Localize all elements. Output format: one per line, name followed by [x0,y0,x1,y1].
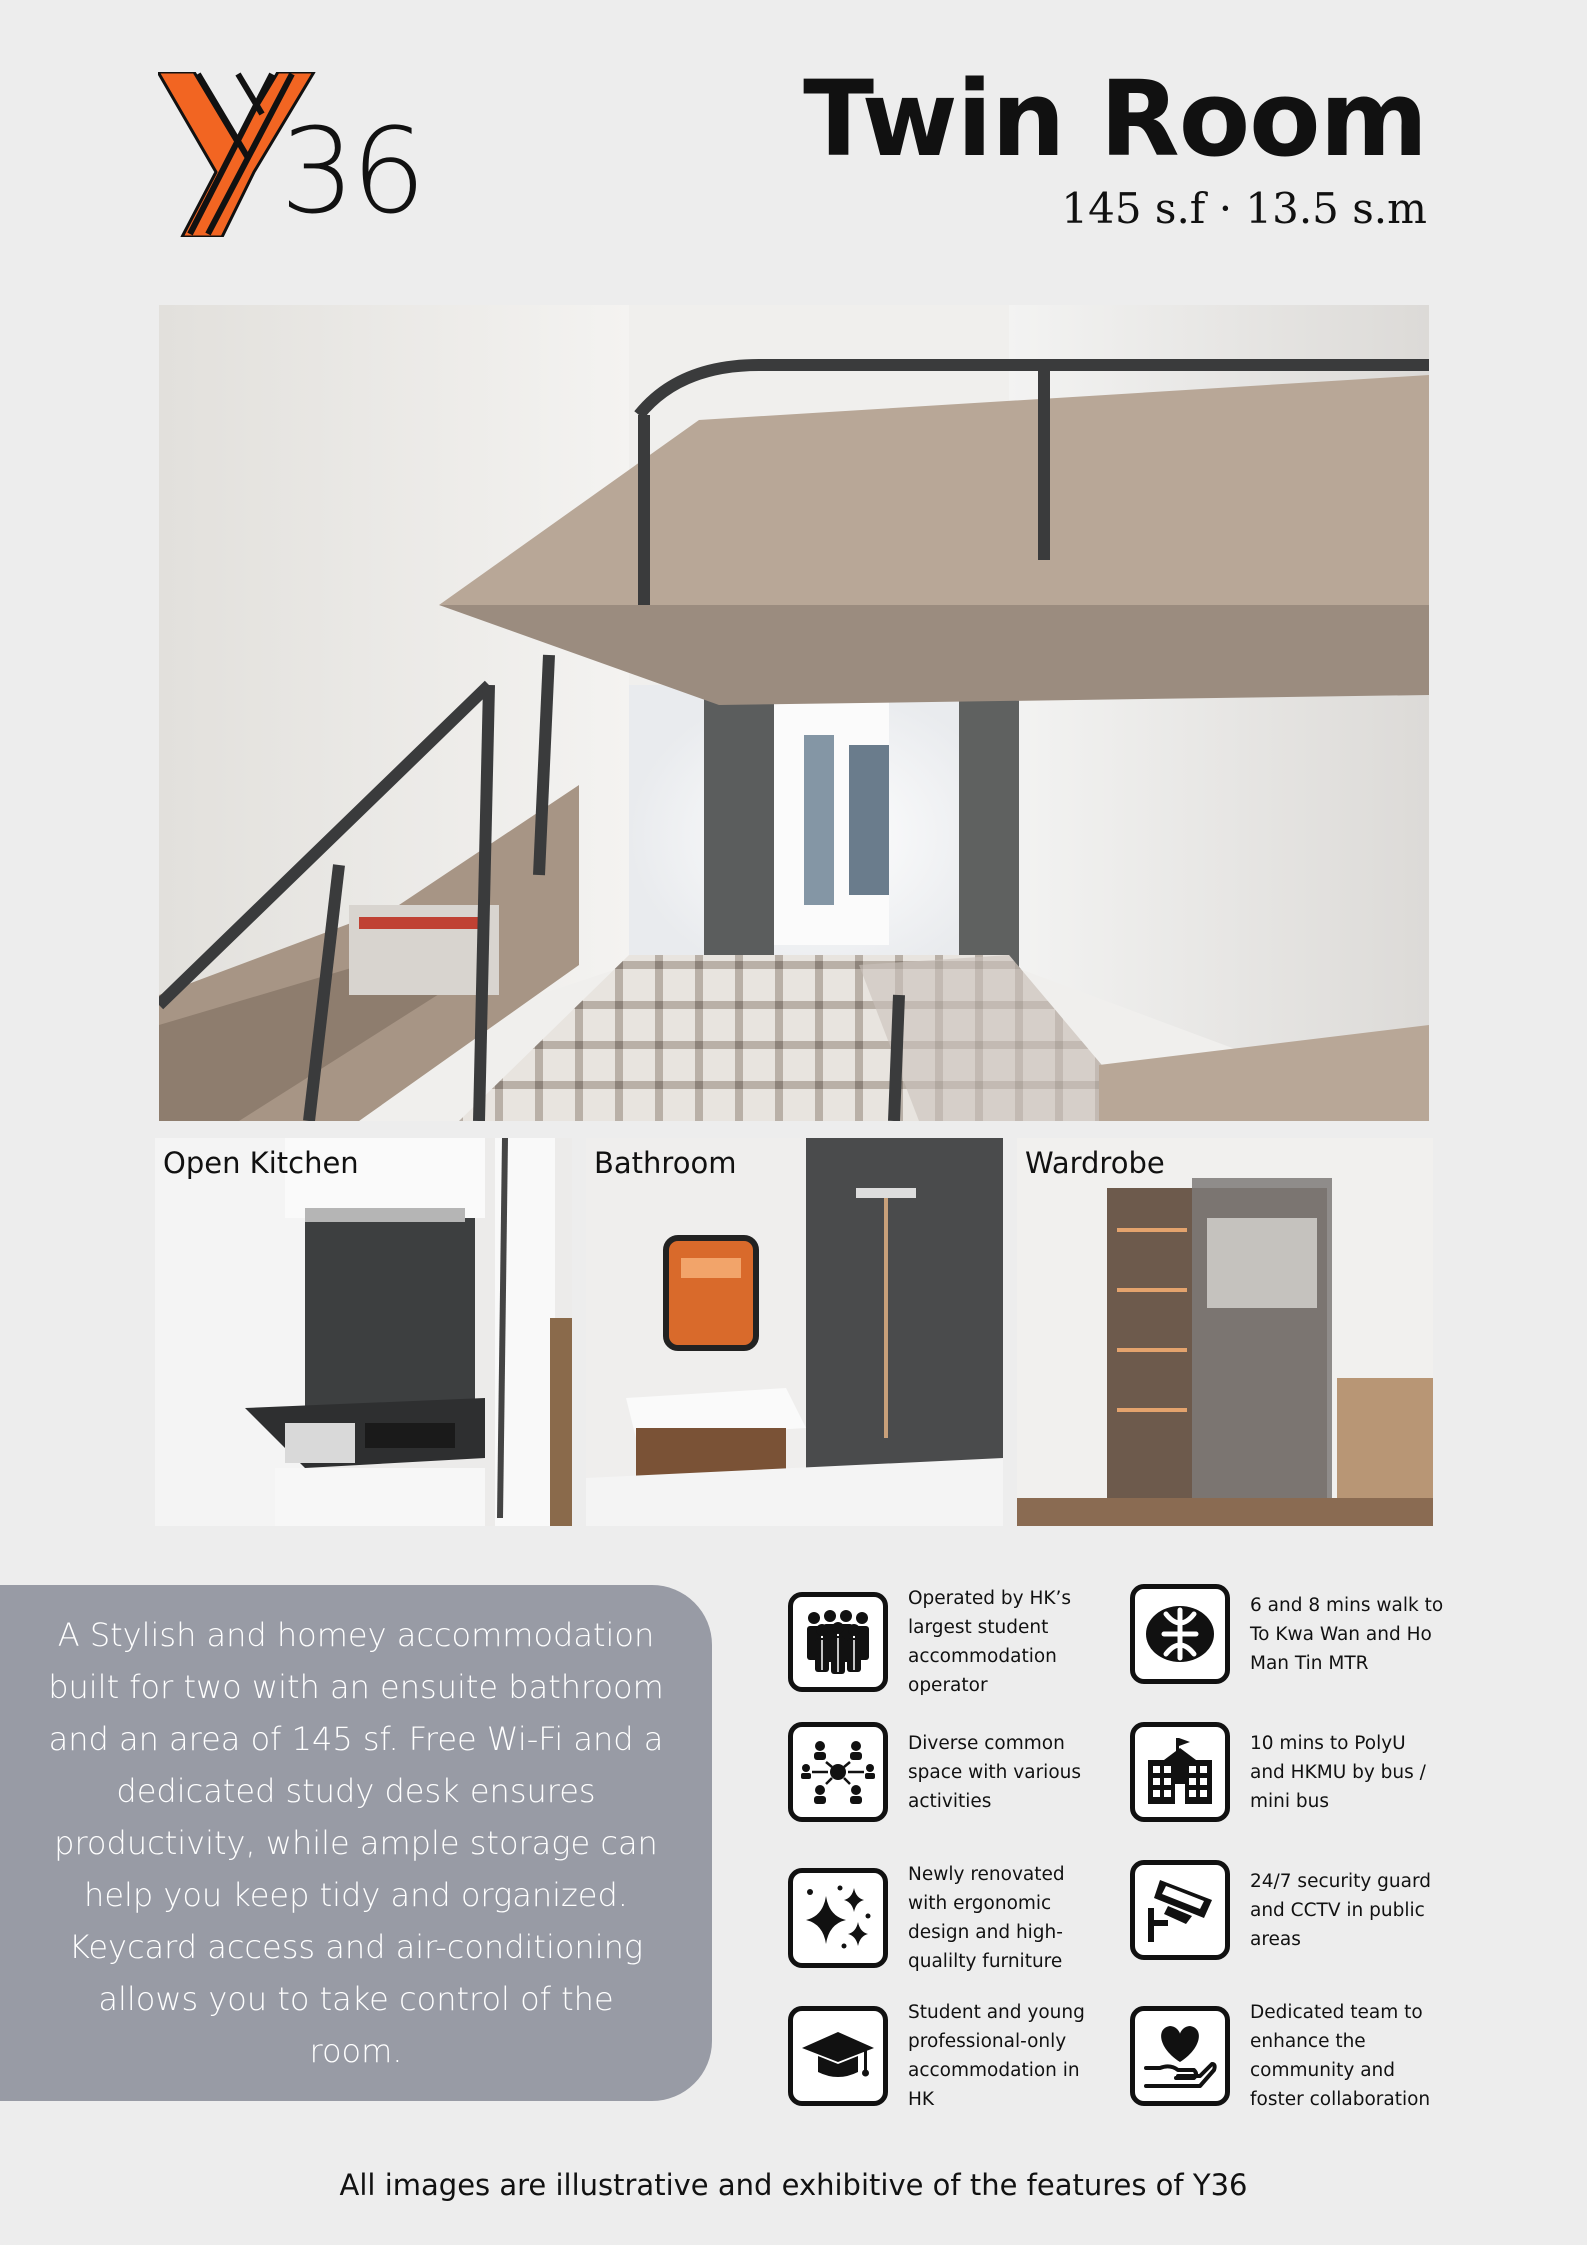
feature-community-team [1130,1998,1445,2114]
disclaimer-footer: All images are illustrative and exhibitive of the features of Y36 [339,2168,1248,2202]
feature-icon-box [788,1868,888,1968]
feature-text: 6 and 8 mins walk to To Kwa Wan and Ho Man Tin MTR [1250,1594,1444,1674]
feature-security [1130,1860,1445,1960]
feature-text: Operated by HK’s largest student accommodation operator [908,1588,1072,1696]
thumbnail-label: Open Kitchen [163,1146,359,1180]
thumbnail-wardrobe [1017,1138,1433,1526]
feature-common-space [788,1722,1103,1822]
logo-number: 36 [280,102,423,240]
feature-icon-box [788,1722,888,1822]
feature-text: Diverse common space with various activities [908,1732,1081,1812]
feature-text: Newly renovated with ergonomic design and high-qualilty furniture [908,1864,1065,1972]
feature-icon-box [788,1592,888,1692]
feature-icon-box [788,2006,888,2106]
hero-room-image [159,305,1429,1121]
community-network-icon [800,1734,876,1810]
feature-text: 10 mins to PolyU and HKMU by bus / mini bus [1250,1732,1426,1812]
feature-icon-box [1130,1722,1230,1822]
thumbnail-bathroom [586,1138,1003,1526]
room-description-panel [0,1585,712,2101]
mtr-icon [1142,1596,1218,1672]
thumbnail-open-kitchen [155,1138,572,1526]
feature-renovated [788,1860,1103,1976]
room-description: A Stylish and homey accommodation built for two with an ensuite bathroom and an area of 145 sf. Free Wi-Fi and a dedicated study desk ensures productivity, while ample storage can help you keep tidy and organized. Keycard access and air-conditioning allows you to take control of the room. [48,1616,664,2070]
feature-mtr [1130,1584,1445,1684]
heart-hand-icon [1142,2018,1218,2094]
university-building-icon [1142,1734,1218,1810]
feature-icon-box [1130,2006,1230,2106]
feature-operator [788,1584,1103,1700]
people-group-icon [800,1604,876,1680]
gallery [155,1138,1433,1526]
feature-icon-box [1130,1860,1230,1960]
thumbnail-label: Wardrobe [1025,1146,1165,1180]
room-area: 145 s.f · 13.5 s.m [1061,184,1427,233]
sparkles-icon [800,1880,876,1956]
feature-icon-box [1130,1584,1230,1684]
page-title: Twin Room [803,58,1427,180]
cctv-camera-icon [1142,1872,1218,1948]
graduation-cap-icon [800,2018,876,2094]
feature-student-only [788,1998,1103,2114]
feature-text: 24/7 security guard and CCTV in public areas [1250,1870,1431,1950]
feature-text: Dedicated team to enhance the community and foster collaboration [1250,2002,1431,2110]
feature-text: Student and young professional-only accommodation in HK [908,2002,1085,2110]
thumbnail-label: Bathroom [594,1146,737,1180]
feature-university [1130,1722,1445,1822]
